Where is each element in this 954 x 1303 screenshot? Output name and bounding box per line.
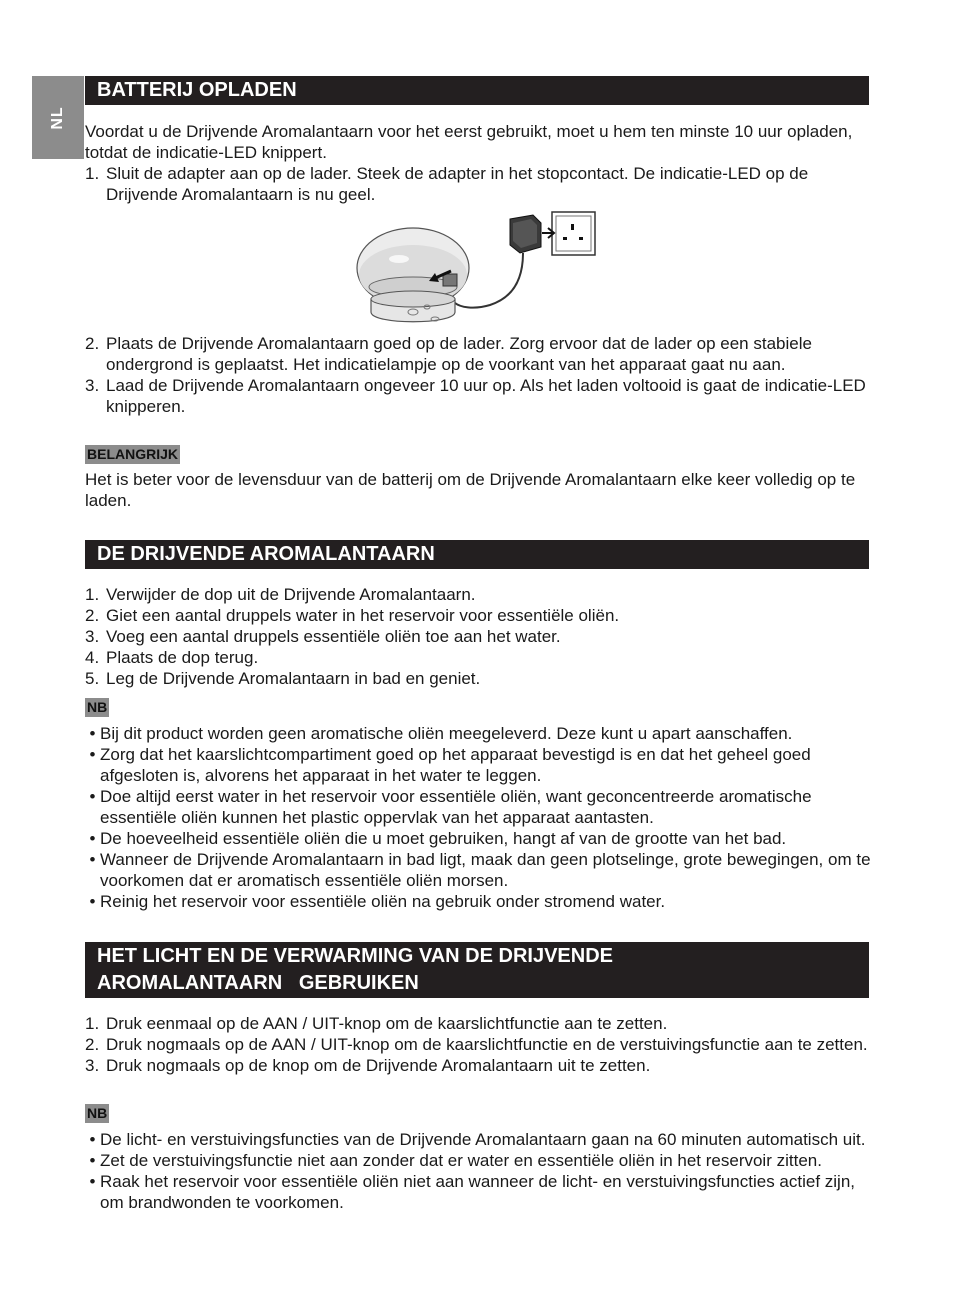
nb-label: NB: [87, 699, 108, 715]
belangrijk-label: BELANGRIJK: [87, 446, 179, 462]
bullet-marker: •: [89, 745, 96, 764]
intro-paragraph: Voordat u de Drijvende Aromalantaarn voor het eerst gebruikt, moet u hem ten minste 10 uur opladen, totdat de indicatie-LED knippert.: [85, 122, 853, 162]
section-3-steps: [85, 1013, 875, 1076]
section-title-licht-en-verwarming: [85, 942, 869, 998]
section-title-line-1: HET LICHT EN DE VERWARMING VAN DE DRIJVENDE: [97, 945, 613, 967]
step-text: Leg de Drijvende Aromalantaarn in bad en geniet.: [106, 669, 481, 688]
section-3-notes: [85, 1129, 875, 1213]
step-number: 1.: [85, 1014, 100, 1033]
step-item: [85, 1034, 875, 1055]
language-tab: [32, 76, 84, 159]
bullet-marker: •: [89, 1172, 96, 1191]
note-bullet-text: Zorg dat het kaarslichtcompartiment goed op het apparaat bevestigd is en dat het geheel goed afgesloten is, alvorens het apparaat in het water te leggen.: [100, 745, 811, 785]
section-2-steps: [85, 584, 875, 689]
step-text: Plaats de Drijvende Aromalantaarn goed op de lader. Zorg ervoor dat de lader op een stabiele ondergrond is geplaatst. Het indicatielampje op de voorkant van het apparaat gaat nu aan.: [106, 334, 812, 374]
language-tab-label: NL: [49, 105, 66, 130]
step-number: 2.: [85, 606, 100, 625]
step-item: [85, 647, 875, 668]
note-bullet-text: Zet de verstuivingsfunctie niet aan zonder dat er water en essentiële oliën in het reservoir zitten.: [100, 1151, 822, 1170]
step-item: [85, 375, 875, 417]
step-text: Verwijder de dop uit de Drijvende Aromalantaarn.: [106, 585, 476, 604]
note-bullet-text: Doe altijd eerst water in het reservoir voor essentiële oliën, want geconcentreerde aromatische essentiële oliën kunnen het plastic oppervlak van het apparaat aantasten.: [100, 787, 812, 827]
section-1-steps-continued: [85, 333, 875, 417]
wall-socket-icon: [552, 212, 595, 255]
step-item: [85, 626, 875, 647]
step-text: Plaats de dop terug.: [106, 648, 259, 667]
bullet-marker: •: [89, 850, 96, 869]
note-bullet-item: [85, 891, 875, 912]
bullet-marker: •: [89, 829, 96, 848]
note-bullet-item: [85, 1171, 875, 1213]
step-text: Sluit de adapter aan op de lader. Steek de adapter in het stopcontact. De indicatie-LED op de Drijvende Aromalantaarn is nu geel.: [106, 164, 809, 204]
note-bullet-item: [85, 1129, 875, 1150]
step-text: Druk nogmaals op de knop om de Drijvende Aromalantaarn uit te zetten.: [106, 1056, 651, 1075]
step-item: [85, 333, 875, 375]
note-bullet-text: De licht- en verstuivingsfuncties van de Drijvende Aromalantaarn gaan na 60 minuten automatisch uit.: [100, 1130, 866, 1149]
bullet-marker: •: [89, 1151, 96, 1170]
section-1-body: [85, 121, 875, 205]
note-bullet-item: [85, 744, 875, 786]
step-number: 3.: [85, 1056, 100, 1075]
note-bullet-text: Wanneer de Drijvende Aromalantaarn in bad ligt, maak dan geen plotselinge, grote bewegingen, om te voorkomen dat er aromatisch essentiële oliën morsen.: [100, 850, 871, 890]
step-number: 3.: [85, 627, 100, 646]
step-item: [85, 668, 875, 689]
step-item: [85, 163, 875, 205]
note-bullet-item: [85, 723, 875, 744]
step-item: [85, 1055, 875, 1076]
bullet-marker: •: [89, 1130, 96, 1149]
section-title-line-2: AROMALANTAARN GEBRUIKEN: [97, 972, 419, 994]
step-text: Druk nogmaals op de AAN / UIT-knop om de kaarslichtfunctie en de verstuivingsfunctie aan te zetten.: [106, 1035, 868, 1054]
note-bullet-text: Raak het reservoir voor essentiële oliën niet aan wanneer de licht- en verstuivingsfuncties actief zijn, om brandwonden te voorkomen.: [100, 1172, 856, 1212]
note-bullet-item: [85, 849, 875, 891]
step-number: 2.: [85, 1035, 100, 1054]
section-title-batterij-opladen: BATTERIJ OPLADEN: [85, 76, 869, 105]
note-bullet-text: De hoeveelheid essentiële oliën die u moet gebruiken, hangt af van de grootte van het bad.: [100, 829, 787, 848]
note-bullet-text: Bij dit product worden geen aromatische oliën meegeleverd. Deze kunt u apart aanschaffen.: [100, 724, 793, 743]
bullet-marker: •: [89, 724, 96, 743]
step-item: [85, 1013, 875, 1034]
section-2-notes: [85, 723, 875, 912]
step-number: 5.: [85, 669, 100, 688]
charging-illustration: [355, 207, 605, 332]
nb-label: NB: [87, 1105, 108, 1121]
step-number: 3.: [85, 376, 100, 395]
note-bullet-item: [85, 786, 875, 828]
step-text: Laad de Drijvende Aromalantaarn ongeveer 10 uur op. Als het laden voltooid is gaat de indicatie-LED knipperen.: [106, 376, 866, 416]
step-item: [85, 584, 875, 605]
note-bullet-item: [85, 1150, 875, 1171]
step-number: 1.: [85, 164, 100, 183]
bullet-marker: •: [89, 787, 96, 806]
section-title-drijvende-aromalantaarn: DE DRIJVENDE AROMALANTAARN: [85, 540, 869, 569]
step-number: 2.: [85, 334, 100, 353]
bullet-marker: •: [89, 892, 96, 911]
note-bullet-text: Reinig het reservoir voor essentiële oliën na gebruik onder stromend water.: [100, 892, 666, 911]
step-text: Giet een aantal druppels water in het reservoir voor essentiële oliën.: [106, 606, 620, 625]
belangrijk-text: Het is beter voor de levensduur van de batterij om de Drijvende Aromalantaarn elke keer volledig op te laden.: [85, 470, 856, 510]
step-item: [85, 605, 875, 626]
note-bullet-item: [85, 828, 875, 849]
step-number: 1.: [85, 585, 100, 604]
step-text: Druk eenmaal op de AAN / UIT-knop om de kaarslichtfunctie aan te zetten.: [106, 1014, 668, 1033]
step-number: 4.: [85, 648, 100, 667]
step-text: Voeg een aantal druppels essentiële oliën toe aan het water.: [106, 627, 561, 646]
